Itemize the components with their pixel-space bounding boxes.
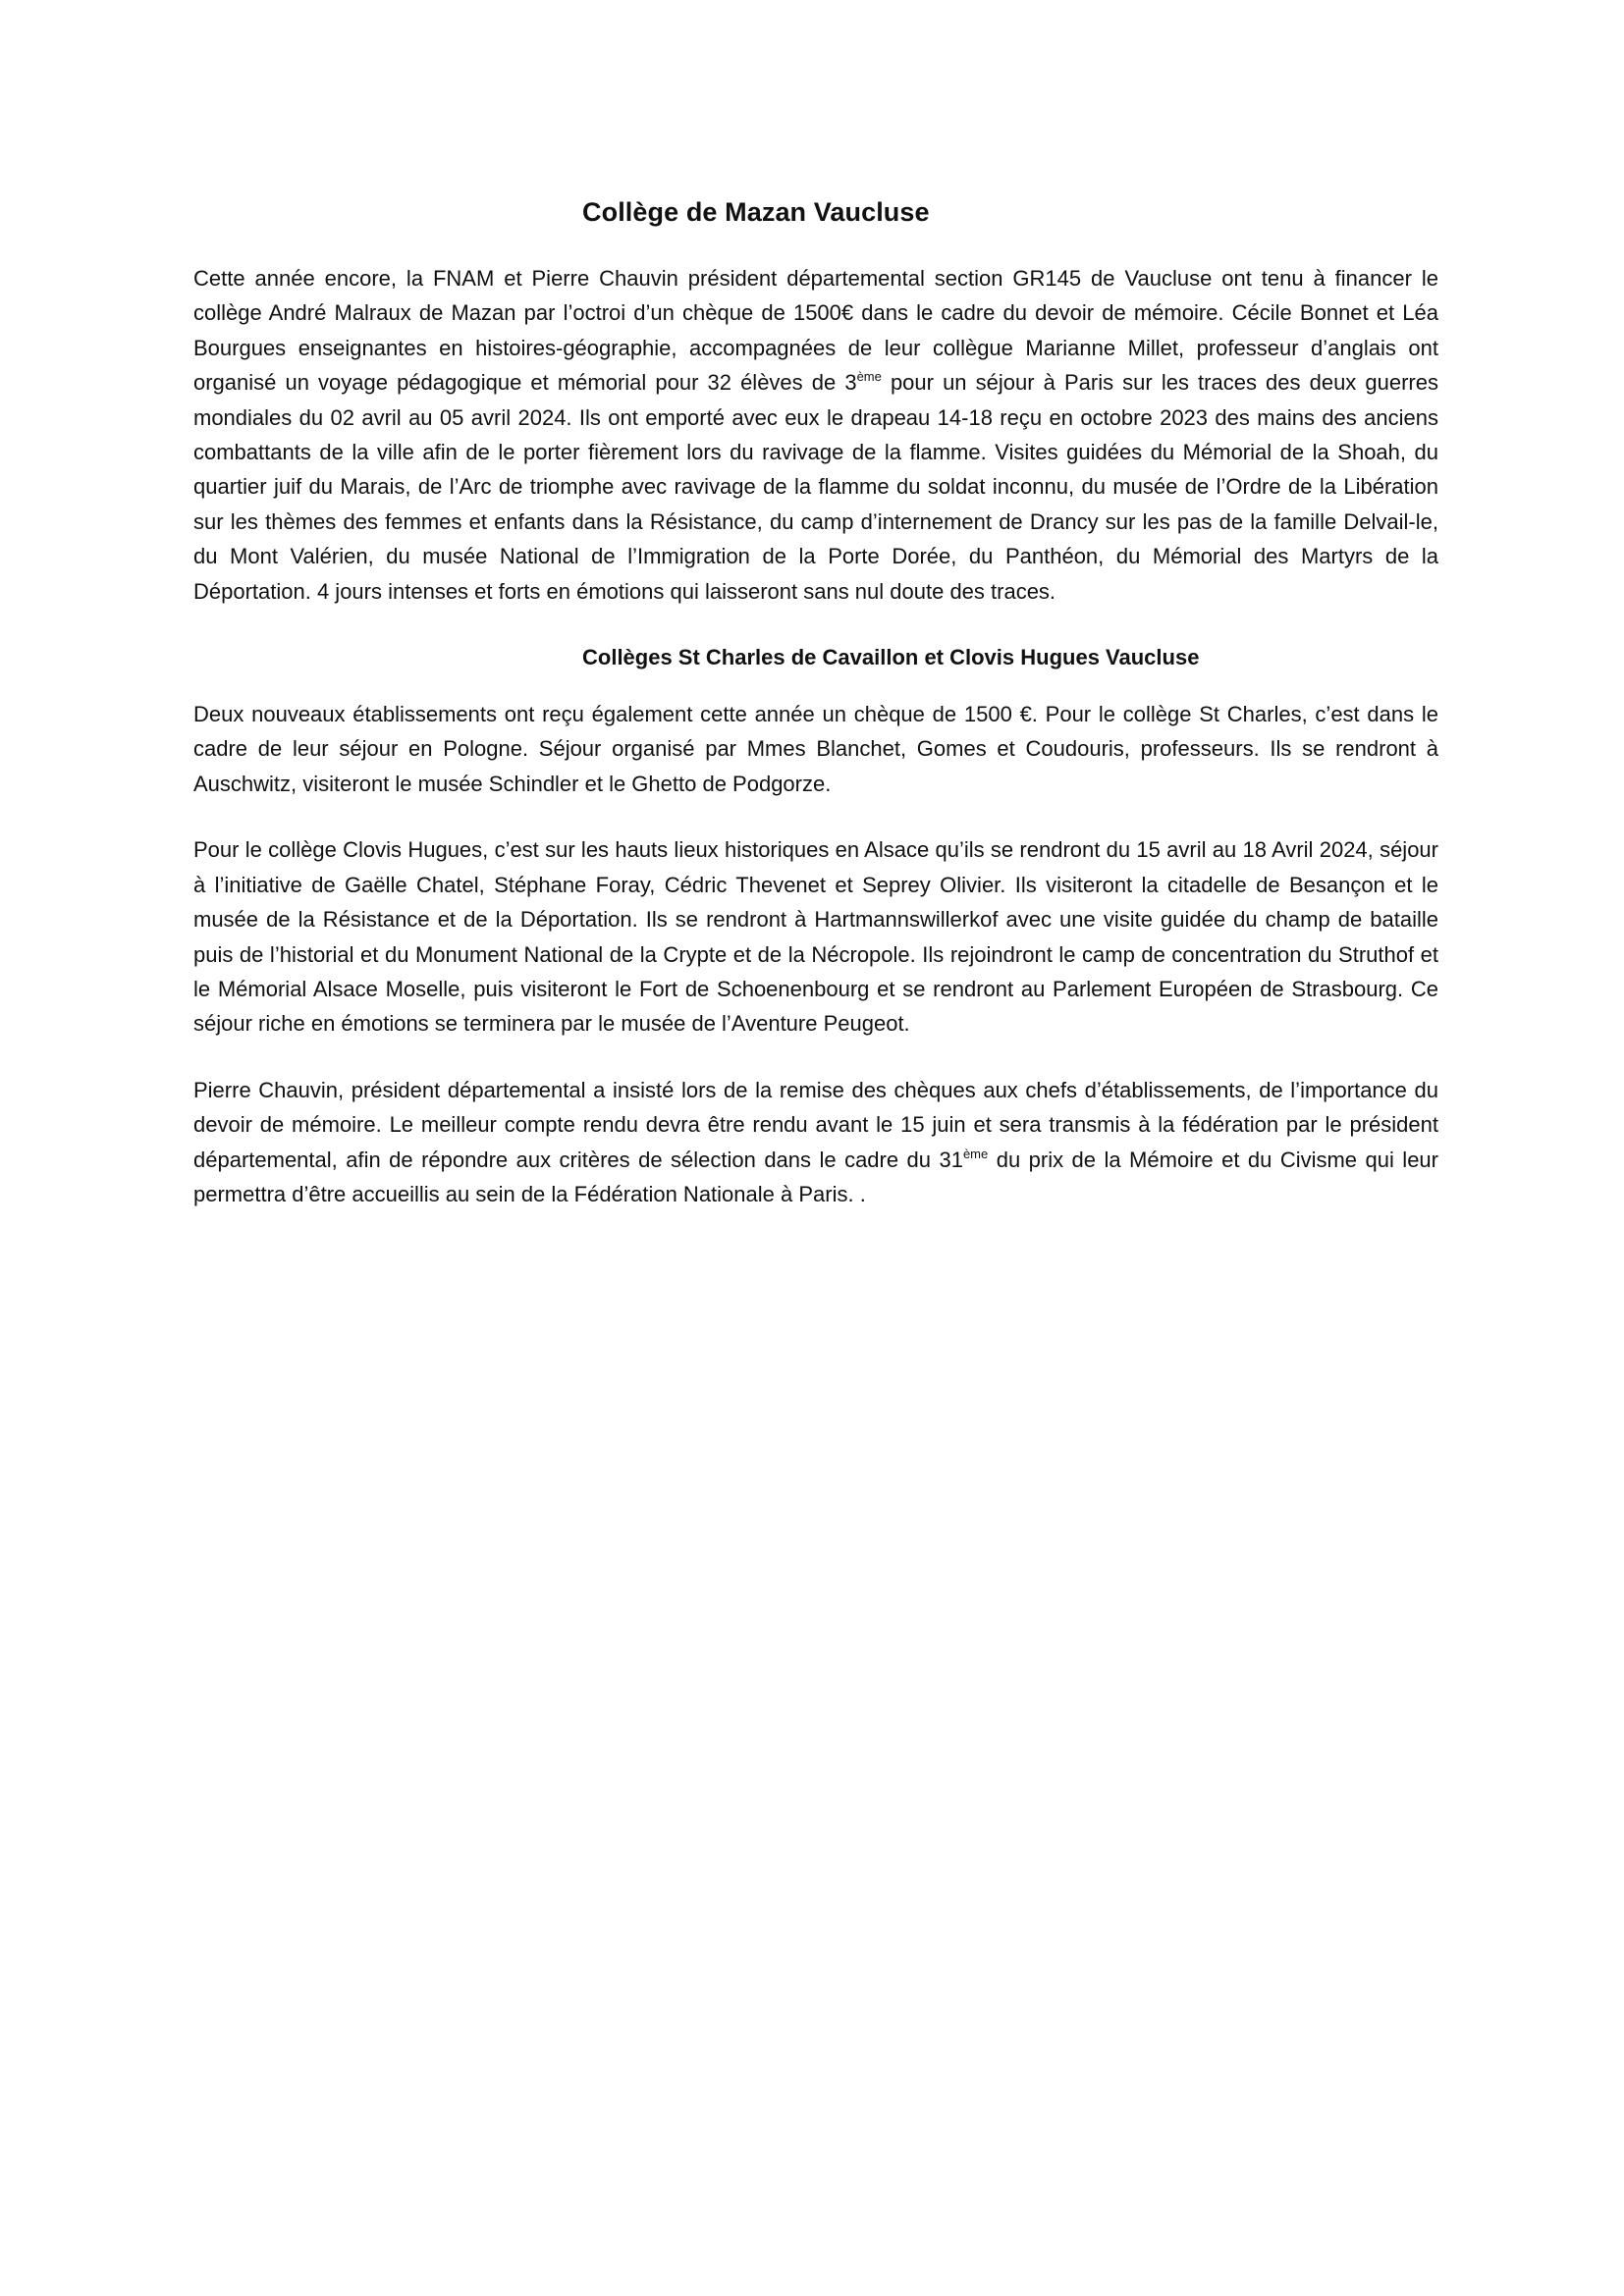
paragraph-mazan-text-2: pour un séjour à Paris sur les traces des deux guerres mondiales du 02 avril au 05 avril 2024. Ils ont emporté avec eux le drapeau 14-18 reçu en octobre 2023 des mains des anciens combattants de la ville afin de le porter fièrement lors du ravivage de la flamme. Visites guidées du Mémorial de la Shoah, du quartier juif du Marais, de l’Arc de triomphe avec ravivage de la flamme du soldat inconnu, du musée de l’Ordre de la Libération sur les thèmes des femmes et enfants dans la Résistance, du camp d’internement de Drancy sur les pas de la famille Delvail-le, du Mont Valérien, du musée National de l’Immigration de la Porte Dorée, du Panthéon, du Mémorial des Martyrs de la Déportation. 4 jours intenses et forts en émotions qui laisseront sans nul doute des traces. xyxy=(193,370,1438,604)
paragraph-conclusion-text-1: Pierre Chauvin, président départemental a insisté lors de la remise des chèques aux chefs d’établissements, de l’importance du devoir de mémoire. Le meilleur compte rendu devra être rendu avant le 15 juin et sera transmis à la fédération par le président départemental, afin de répondre aux critères de sélection dans le cadre du 31 xyxy=(193,1077,1438,1172)
paragraph-mazan-text-1: Cette année encore, la FNAM et Pierre Chauvin président départemental section GR145 de Vaucluse ont tenu à financer le collège André Malraux de Mazan par l’octroi d’un chèque de 1500€ dans le cadre du devoir de mémoire. Cécile Bonnet et Léa Bourgues enseignantes en histoires-géographie, accompagnées de leur collègue Marianne Millet, professeur d’anglais ont organisé un voyage pédagogique et mémorial pour 32 élèves de 3 xyxy=(193,266,1438,396)
section-title-mazan: Collège de Mazan Vaucluse xyxy=(582,197,930,227)
paragraph-st-charles: Deux nouveaux établissements ont reçu également cette année un chèque de 1500 €. Pour le collège St Charles, c’est dans le cadre de leur séjour en Pologne. Séjour organisé par Mmes Blanchet, Gomes et Coudouris, professeurs. Ils se rendront à Auschwitz, visiteront le musée Schindler et le Ghetto de Podgorze. xyxy=(193,702,1438,796)
paragraph-conclusion-text-2: du prix de la Mémoire et du Civisme qui leur permettra d’être accueillis au sein de la Fédération Nationale à Paris. . xyxy=(193,1147,1438,1206)
paragraph-clovis-hugues: Pour le collège Clovis Hugues, c’est sur les hauts lieux historiques en Alsace qu’ils se rendront du 15 avril au 18 Avril 2024, séjour à l’initiative de Gaëlle Chatel, Stéphane Foray, Cédric Thevenet et Seprey Olivier. Ils visiteront la citadelle de Besançon et le musée de la Résistance et de la Déportation. Ils se rendront à Hartmannswillerkof avec une visite guidée du champ de bataille puis de l’historial et du Monument National de la Crypte et de la Nécropole. Ils rejoindront le camp de concentration du Struthof et le Mémorial Alsace Moselle, puis visiteront le Fort de Schoenenbourg et se rendront au Parlement Européen de Strasbourg. Ce séjour riche en émotions se terminera par le musée de l’Aventure Peugeot. xyxy=(193,837,1438,1037)
superscript-eme-2: ème xyxy=(962,1146,989,1161)
paragraph-conclusion xyxy=(193,1073,1438,1212)
document-body xyxy=(193,192,1438,1243)
paragraph-mazan xyxy=(193,261,1438,609)
superscript-eme: ème xyxy=(856,369,882,385)
section-title-cavaillon-clovis: Collèges St Charles de Cavaillon et Clovis Hugues Vaucluse xyxy=(582,645,1200,670)
